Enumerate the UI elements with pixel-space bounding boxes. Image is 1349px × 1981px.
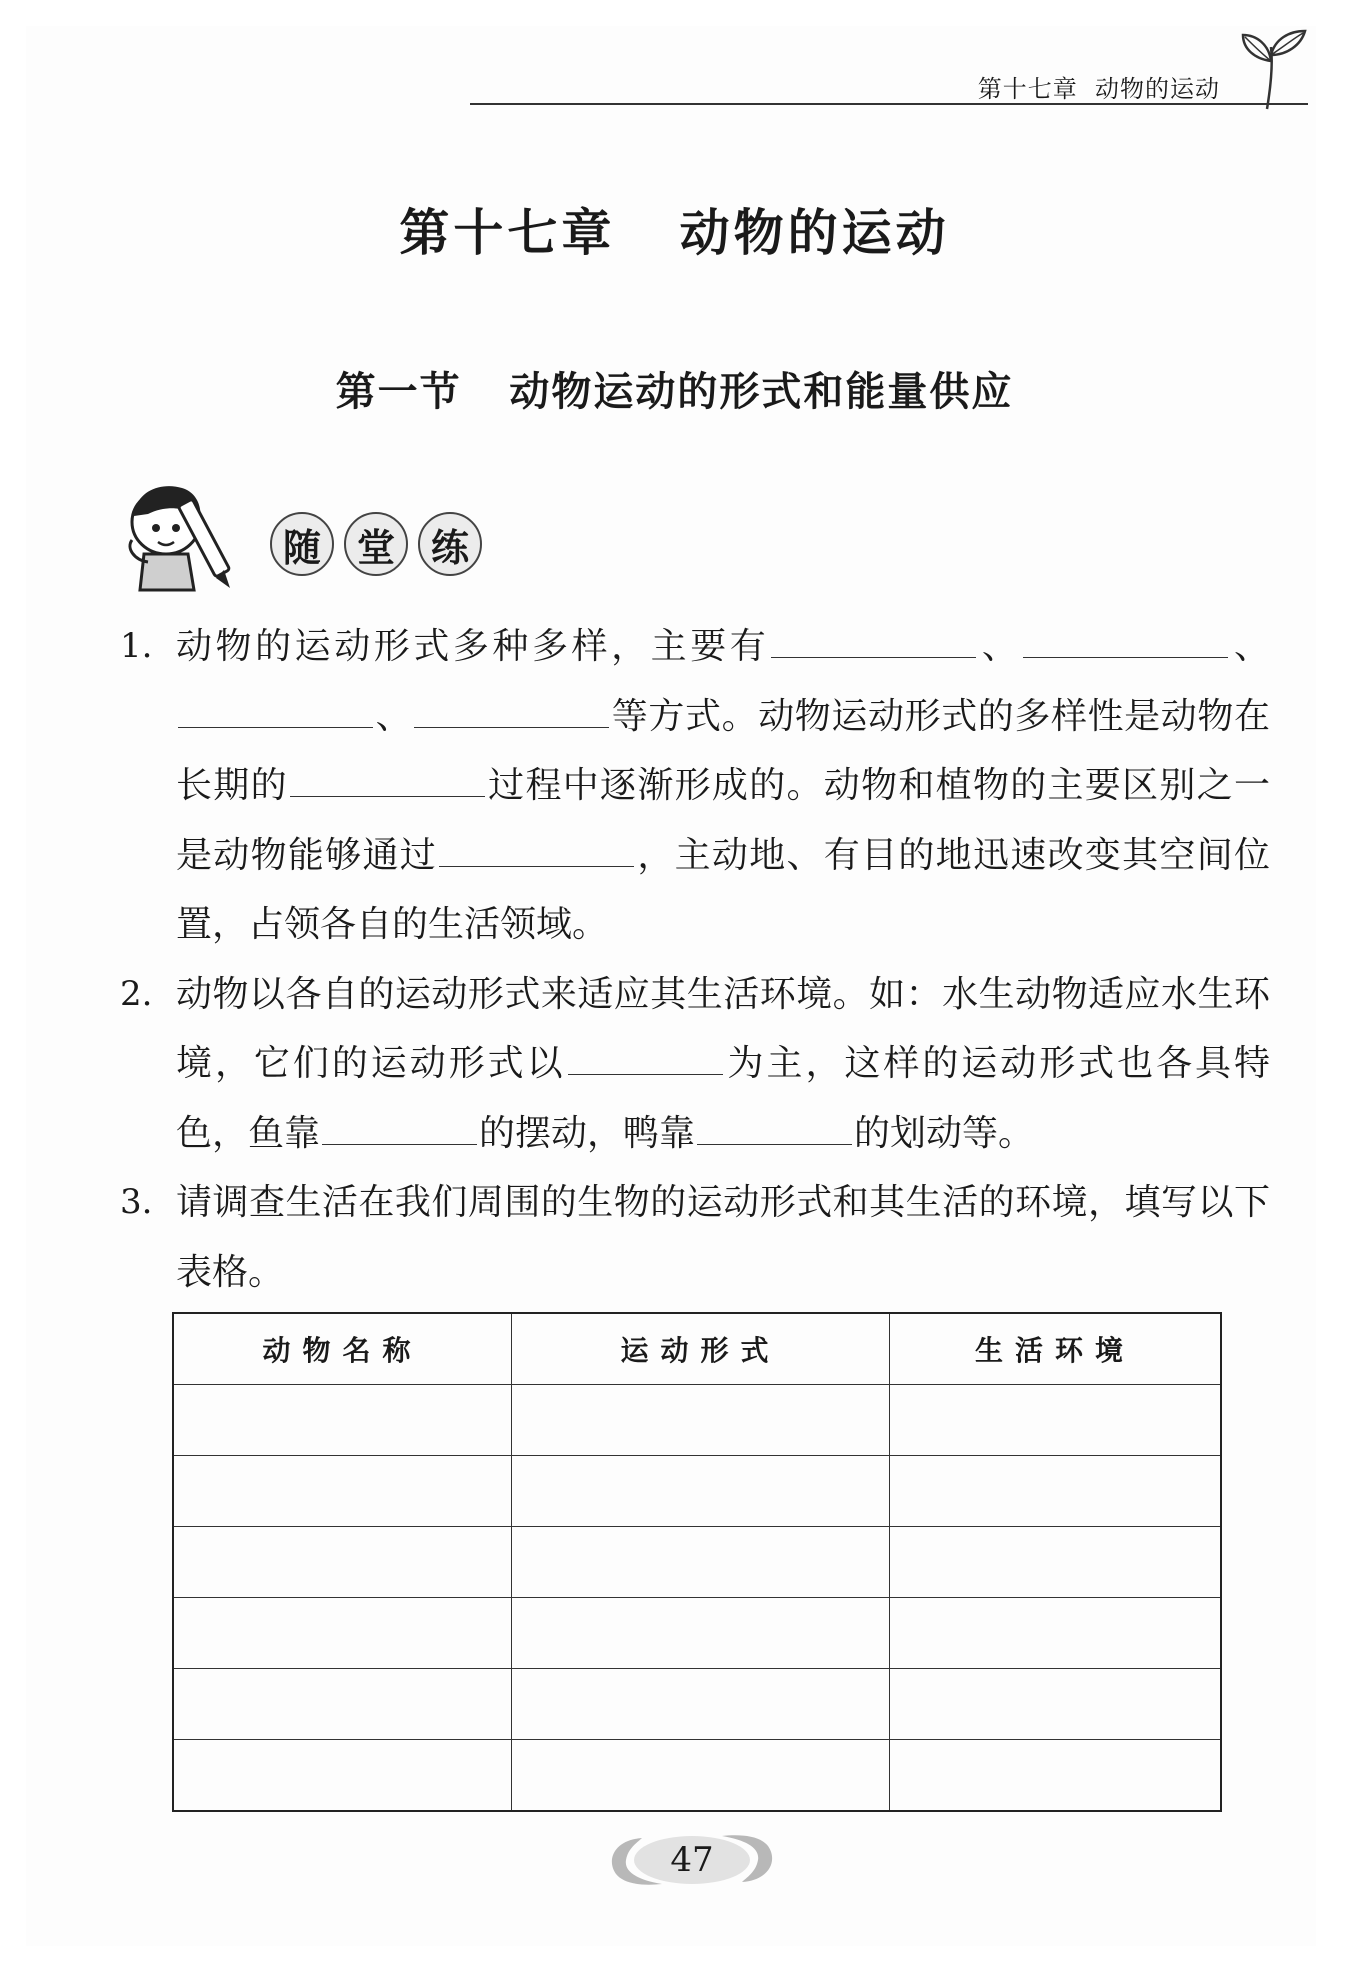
running-header-chapter: 第十七章 [977, 75, 1078, 103]
page-number-text: 47 [670, 1840, 714, 1880]
question-text: 动物的运动形式多种多样，主要有 [176, 626, 770, 667]
running-header-text [978, 69, 1220, 104]
table-cell[interactable] [890, 1527, 1222, 1598]
answer-blank[interactable] [414, 691, 609, 728]
answer-blank[interactable] [568, 1038, 723, 1075]
running-header-topic: 动物的运动 [1095, 75, 1220, 103]
table-cell[interactable] [173, 1456, 512, 1527]
answer-blank[interactable] [322, 1108, 477, 1145]
survey-table [172, 1312, 1222, 1812]
table-cell[interactable] [890, 1456, 1222, 1527]
question-2 [120, 960, 1270, 1169]
question-text: 的摆动，鸭靠 [479, 1112, 696, 1154]
section-title [0, 360, 1349, 417]
section-title-topic: 动物运动的形式和能量供应 [509, 369, 1014, 415]
answer-blank[interactable] [697, 1108, 852, 1145]
question-text: 为主，这样的运动形式也各具特色，鱼靠 [176, 1043, 1270, 1154]
table-row [173, 1740, 1221, 1812]
table-row [173, 1598, 1221, 1669]
badge-lian: 练 [418, 512, 482, 576]
table-cell[interactable] [512, 1527, 890, 1598]
table-row [173, 1527, 1221, 1598]
running-header [470, 75, 1308, 105]
badge-tang: 堂 [344, 512, 408, 576]
question-1 [120, 612, 1270, 960]
chapter-title [0, 193, 1349, 265]
table-cell[interactable] [173, 1527, 512, 1598]
question-number: 1. [120, 626, 153, 666]
question-text: 的划动等。 [854, 1112, 1035, 1154]
answer-blank[interactable] [290, 760, 485, 797]
table-cell[interactable] [890, 1598, 1222, 1669]
header-animal-name: 动物名称 [173, 1313, 512, 1385]
table-row [173, 1456, 1221, 1527]
question-number: 2. [120, 973, 153, 1014]
table-cell[interactable] [890, 1669, 1222, 1740]
table-cell[interactable] [890, 1740, 1222, 1812]
separator: 、 [978, 626, 1022, 667]
badge-sui: 随 [270, 512, 334, 576]
section-title-number: 第一节 [335, 369, 462, 415]
header-movement-form: 运动形式 [512, 1313, 890, 1385]
table-cell[interactable] [512, 1669, 890, 1740]
answer-blank[interactable] [1023, 621, 1228, 658]
table-cell[interactable] [173, 1669, 512, 1740]
chapter-title-topic: 动物的运动 [679, 204, 950, 262]
page-number [602, 1830, 782, 1890]
header-living-environment: 生活环境 [890, 1313, 1222, 1385]
separator: 、 [375, 695, 413, 737]
table-cell[interactable] [173, 1740, 512, 1812]
question-text: 过程中逐渐形成的。动物和植物的主要区别之一是动物能够通过 [176, 765, 1270, 876]
separator: 、 [1230, 626, 1270, 667]
question-text: ，主动地、有目的地迅速改变其空间位置，占领各自的生活领域。 [176, 834, 1270, 945]
table-cell[interactable] [890, 1385, 1222, 1456]
table-cell[interactable] [173, 1385, 512, 1456]
table-cell[interactable] [512, 1598, 890, 1669]
question-number: 3. [120, 1182, 153, 1222]
student-mascot-icon [118, 478, 248, 596]
question-text: 等方式。动物运动形式的多样性是动物在长期的 [176, 695, 1270, 806]
table-cell[interactable] [512, 1456, 890, 1527]
question-list [120, 612, 1270, 1307]
practice-badges [270, 512, 482, 576]
table-row [173, 1385, 1221, 1456]
table-row [173, 1669, 1221, 1740]
leaf-icon [1237, 25, 1309, 111]
table-cell[interactable] [512, 1740, 890, 1812]
answer-blank[interactable] [439, 830, 634, 867]
question-3 [120, 1168, 1270, 1307]
table-header-row [173, 1313, 1221, 1385]
chapter-title-number: 第十七章 [399, 204, 616, 262]
question-text: 请调查生活在我们周围的生物的运动形式和其生活的环境，填写以下表格。 [176, 1182, 1270, 1293]
answer-blank[interactable] [771, 621, 976, 658]
table-cell[interactable] [512, 1385, 890, 1456]
answer-blank[interactable] [178, 691, 373, 728]
survey-table-grid [172, 1312, 1222, 1812]
question-text: 动物以各自的运动形式来适应其生活环境。如：水生动物适应水生环境，它们的运动形式以 [176, 973, 1270, 1084]
table-cell[interactable] [173, 1598, 512, 1669]
